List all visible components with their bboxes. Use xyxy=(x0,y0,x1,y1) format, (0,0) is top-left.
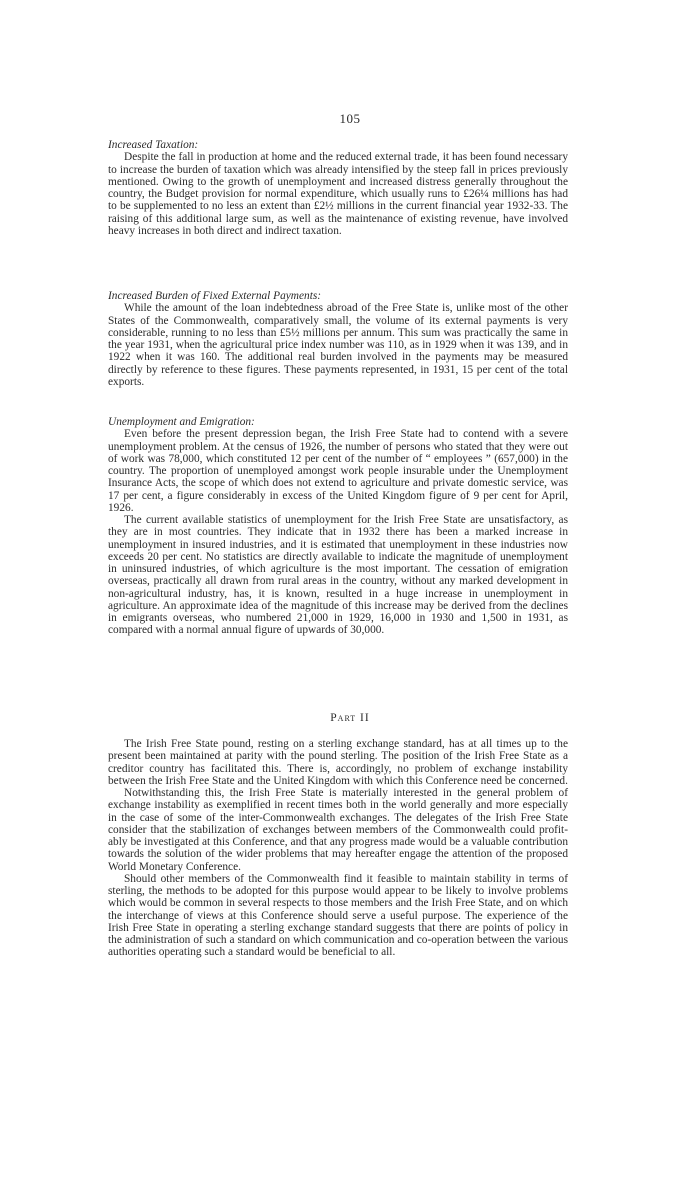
paragraph: Even before the present depression began, the Irish Free State had to contend with a severe unemployment problem. At the census of 1926, the number of persons who stated that they were out of work was 78,000, which constituted 12 per cent of the number of “ employees ” (657,000) in the country. The proportion of unemployed amongst work people insurable under the Unemployment Insurance Acts, the scope of which does not extend to agriculture and private domestic service, was 17 per cent, a figure considerably in excess of the United Kingdom figure of 9 per cent for April, 1926. xyxy=(108,428,568,514)
section-heading: Increased Burden of Fixed External Payments: xyxy=(108,290,322,302)
section-heading: Increased Taxation: xyxy=(108,139,199,151)
section-part-two xyxy=(108,738,568,959)
paragraph: Should other members of the Commonwealth find it feasible to maintain stability in terms of sterling, the methods to be adopted for this purpose would appear to be likely to involve problems which would be common in several respects to those members and the Irish Free State, and on which the interchange of views at this Conference should serve a useful purpose. The experience of the Irish Free State in operating a sterling exchange standard suggests that there are points of policy in the administration of such a standard on which communication and co-operation between the various authorities operating such a standard would be beneficial to all. xyxy=(108,872,568,959)
paragraph: The Irish Free State pound, resting on a sterling exchange standard, has at all times up to the present been maintained at parity with the pound sterling. The position of the Irish Free State as a creditor country has facilitated this. There is, accordingly, no problem of exchange instability between the Irish Free State and the United Kingdom with which this Conference need be concerned. xyxy=(108,738,568,787)
paragraph: While the amount of the loan indebtedness abroad of the Free State is, unlike most of the other States of the Commonwealth, comparatively small, the volume of its external payments is very considerable, running to no less than £5½ millions per annum. This sum was practically the same in the year 1931, when the agricultural price index number was 110, as in 1929 when it was 139, and in 1922 when it was 160. The additional real burden involved in the payments may be measured directly by reference to these figures. These payments represented, in 1931, 15 per cent of the total exports. xyxy=(108,302,568,388)
section-increased-taxation xyxy=(108,139,568,237)
paragraph: The current available statistics of unemployment for the Irish Free State are unsatisfactory, as they are in most countries. They indicate that in 1932 there has been a marked increase in unemployment in insured industries, and it is estimated that unemployment in these industries now exceeds 20 per cent. No statistics are directly available to indicate the magnitude of unemployment in uninsured industries, of which agriculture is the most important. The cessation of emigration overseas, practically all drawn from rural areas in the country, without any marked development in non-agricultural industry, has, it is known, resulted in a huge increase in unemployment in agriculture. An approximate idea of the magnitude of this increase may be derived from the declines in emigrants overseas, who numbered 21,000 in 1929, 16,000 in 1930 and 1,500 in 1931, as compared with a normal annual figure of upwards of 30,000. xyxy=(108,514,568,637)
section-fixed-external-payments xyxy=(108,290,568,388)
section-unemployment-emigration xyxy=(108,416,568,637)
page-number: 105 xyxy=(339,111,361,126)
paragraph: Despite the fall in production at home and the reduced external trade, it has been found necessary to increase the burden of taxation which was already intensified by the steep fall in prices previously mentioned. Owing to the growth of unemployment and increased distress generally throughout the country, the Budget provision for normal expenditure, which usually runs to £26¼ millions has had to be supplemented to no less an extent than £2½ millions in the current financial year 1932-33. The raising of this additional large sum, as well as the maintenance of existing revenue, have involved heavy increases in both direct and indirect taxation. xyxy=(108,151,568,237)
part-heading: Part II xyxy=(330,712,370,724)
paragraph: Notwithstanding this, the Irish Free State is materially interested in the general problem of exchange instability as exemplified in recent times both in the world generally and more especially in the case of some of the inter-Commonwealth exchanges. The delegates of the Irish Free State consider that the stabilization of exchanges between members of the Commonwealth could profitably be investigated at this Conference, and that any progress made would be a valuable contribution towards the solution of the wider problems that may hereafter engage the attention of the proposed World Monetary Conference. xyxy=(108,787,568,873)
section-heading: Unemployment and Emigration: xyxy=(108,416,255,428)
